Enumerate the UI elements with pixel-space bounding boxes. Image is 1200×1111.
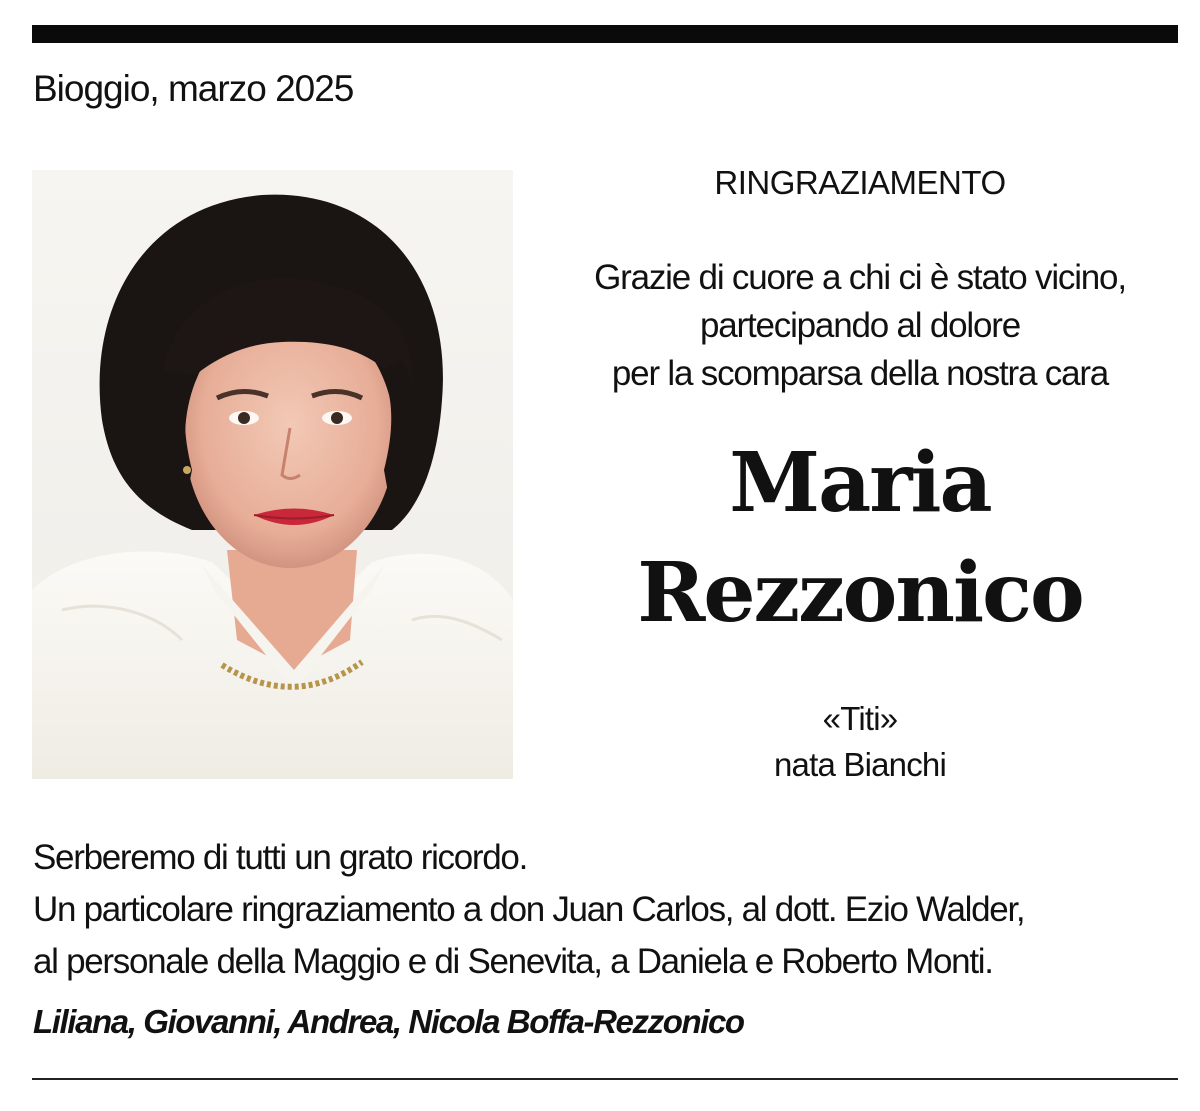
thanks-text	[540, 254, 1180, 398]
last-name: Rezzonico	[637, 545, 1083, 641]
top-rule	[32, 25, 1178, 43]
place-date: Bioggio, marzo 2025	[33, 68, 354, 109]
deceased-name	[540, 428, 1180, 648]
thanks-line: partecipando al dolore	[700, 306, 1020, 345]
nickname: «Titi»	[822, 700, 898, 737]
body-line: al personale della Maggio e di Senevita, a Daniela e Roberto Monti.	[33, 942, 993, 981]
portrait-illustration	[32, 170, 513, 779]
nickname-block	[540, 696, 1180, 788]
body-line: Un particolare ringraziamento a don Juan Carlos, al dott. Ezio Walder,	[33, 890, 1025, 929]
body-line: Serberemo di tutti un grato ricordo.	[33, 838, 528, 877]
portrait-photo	[32, 170, 513, 779]
thanks-line: Grazie di cuore a chi ci è stato vicino,	[594, 258, 1126, 297]
signature: Liliana, Giovanni, Andrea, Nicola Boffa-Rezzonico	[33, 1003, 744, 1040]
first-name: Maria	[729, 435, 991, 531]
body-text	[33, 832, 1173, 988]
bottom-rule	[32, 1078, 1178, 1080]
notice-heading: RINGRAZIAMENTO	[714, 164, 1006, 201]
thanks-line: per la scomparsa della nostra cara	[611, 354, 1109, 393]
maiden-name: nata Bianchi	[773, 746, 947, 783]
